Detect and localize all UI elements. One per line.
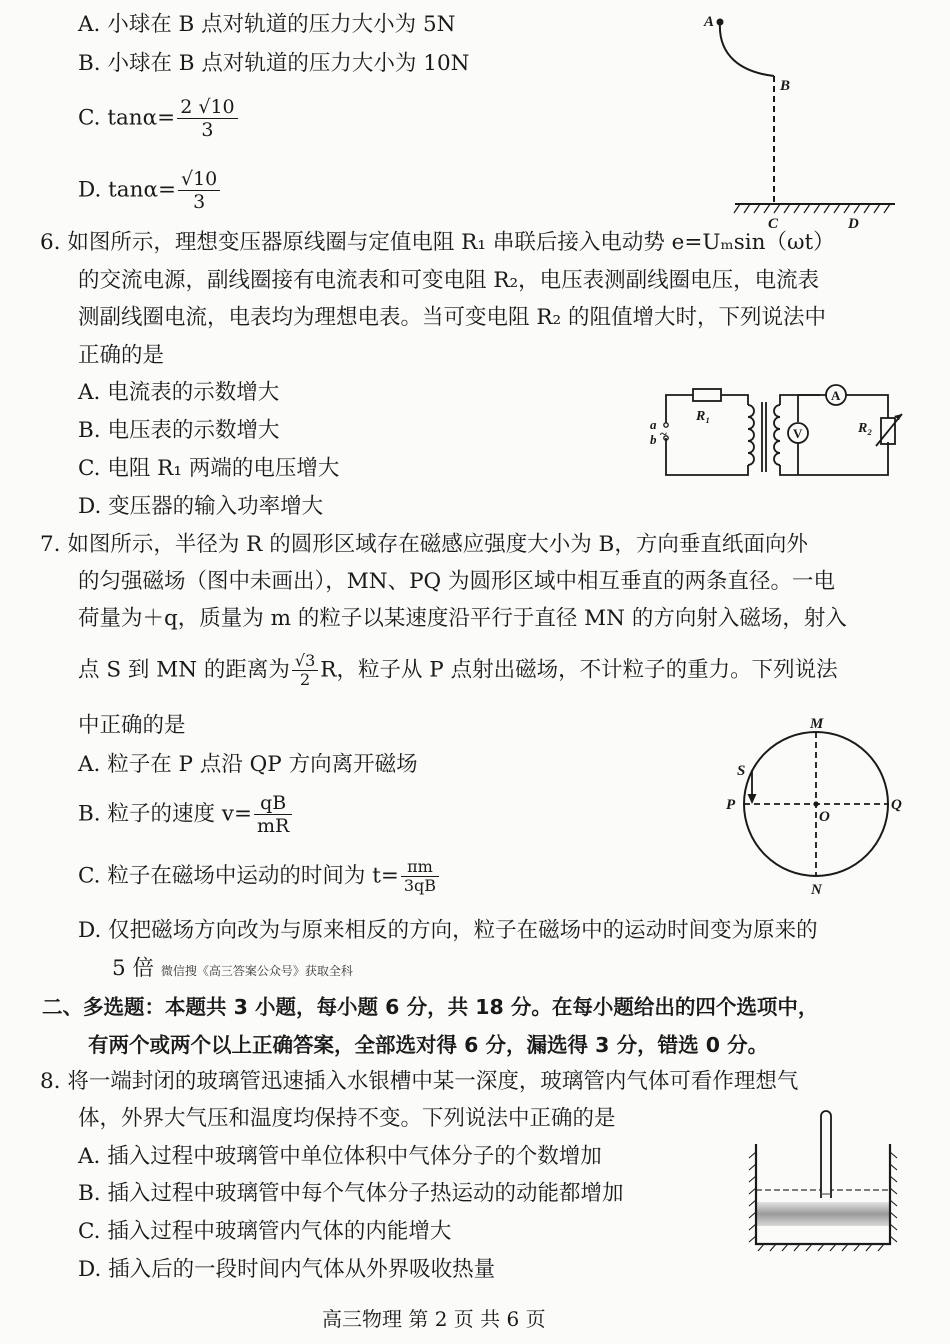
label-s: S — [737, 763, 746, 779]
q8-stem-line2: 体，外界大气压和温度均保持不变。下列说法中正确的是 — [78, 1106, 616, 1131]
q5-option-c: C. tanα= $\frac{2 √10}{3}$ — [78, 96, 240, 141]
q5-option-a: A. 小球在 B 点对轨道的压力大小为 5N — [78, 12, 456, 37]
secondary-coil — [774, 405, 780, 465]
q7-stem-line4: 点 S 到 MN 的距离为 $\frac{√3}{2}$ R，粒子从 P 点射出磁场，不计粒子的重力。下列说法 — [78, 651, 838, 689]
label-m: M — [810, 716, 824, 732]
glass-tube — [821, 1111, 831, 1198]
q7-option-d-line1: D. 仅把磁场方向改为与原来相反的方向，粒子在磁场中的运动时间变为原来的 — [78, 918, 818, 943]
q8-option-b: B. 插入过程中玻璃管中每个气体分子热运动的动能都增加 — [78, 1181, 624, 1206]
q8-trough-figure — [740, 1104, 905, 1254]
q6-option-b: B. 电压表的示数增大 — [78, 418, 280, 443]
q7-stem-line1: 7. 如图所示，半径为 R 的圆形区域存在磁感应强度大小为 B，方向垂直纸面向外 — [40, 532, 808, 557]
arc-track — [720, 22, 774, 76]
watermark-note: 微信搜《高三答案公众号》获取全科 — [160, 964, 353, 978]
q6-stem-line1: 6. 如图所示，理想变压器原线圈与定值电阻 R₁ 串联后接入电动势 e=Uₘsin（ωt） — [40, 230, 835, 255]
section-heading-line1: 二、多选题：本题共 3 小题，每小题 6 分，共 18 分。在每小题给出的四个选项中， — [42, 995, 819, 1019]
label-d: D — [848, 216, 859, 232]
label-o: O — [819, 809, 830, 825]
terminal-b: b — [650, 432, 657, 447]
q5-option-d: D. tanα= $\frac{√10}{3}$ — [78, 168, 222, 213]
q6-option-a: A. 电流表的示数增大 — [78, 380, 280, 405]
page-footer: 高三物理 第 2 页 共 6 页 — [322, 1307, 546, 1331]
q5-track-figure — [700, 10, 910, 235]
resistor-r1 — [693, 389, 721, 401]
q8-option-c: C. 插入过程中玻璃管内气体的内能增大 — [78, 1219, 452, 1244]
q6-circuit-figure — [648, 380, 918, 480]
q8-option-d: D. 插入后的一段时间内气体从外界吸收热量 — [78, 1257, 496, 1282]
label-r2: R₂ — [858, 421, 873, 436]
label-a: A — [704, 14, 715, 30]
q8-option-a: A. 插入过程中玻璃管中单位体积中气体分子的个数增加 — [78, 1144, 602, 1169]
q6-option-c: C. 电阻 R₁ 两端的电压增大 — [78, 456, 340, 481]
label-r1: R₁ — [696, 409, 711, 424]
q6-option-d: D. 变压器的输入功率增大 — [78, 494, 324, 519]
q6-stem-line2: 的交流电源，副线圈接有电流表和可变电阻 R₂，电压表测副线圈电压，电流表 — [78, 268, 820, 293]
label-c: C — [768, 216, 779, 232]
voltmeter-label: V — [793, 426, 803, 441]
q7-option-b: B. 粒子的速度 v= $\frac{qB}{mR}$ — [78, 792, 294, 837]
q7-field-figure — [720, 712, 910, 897]
label-q: Q — [891, 797, 902, 813]
section-heading-line2: 有两个或两个以上正确答案，全部选对得 6 分，漏选得 3 分，错选 0 分。 — [88, 1033, 769, 1057]
q8-stem-line1: 8. 将一端封闭的玻璃管迅速插入水银槽中某一深度，玻璃管内气体可看作理想气 — [40, 1069, 799, 1094]
label-b: B — [780, 78, 791, 94]
q7-option-d-line2: 5 倍 微信搜《高三答案公众号》获取全科 — [112, 956, 353, 981]
q6-stem-line4: 正确的是 — [78, 343, 165, 368]
q7-stem-line3: 荷量为＋q，质量为 m 的粒子以某速度沿平行于直径 MN 的方向射入磁场，射入 — [78, 606, 847, 631]
q7-option-a: A. 粒子在 P 点沿 QP 方向离开磁场 — [78, 752, 418, 777]
label-n: N — [811, 882, 822, 898]
q5-option-b: B. 小球在 B 点对轨道的压力大小为 10N — [78, 51, 470, 76]
ac-symbol: ~ — [660, 426, 667, 441]
q7-option-c: C. 粒子在磁场中运动的时间为 t= $\frac{\pi m}{3qB}$ — [78, 858, 441, 895]
q7-stem-line5: 中正确的是 — [78, 713, 186, 738]
label-p: P — [726, 797, 736, 813]
q6-stem-line3: 测副线圈电流，电表均为理想电表。当可变电阻 R₂ 的阻值增大时，下列说法中 — [78, 305, 826, 330]
ground-hatch — [734, 204, 890, 213]
mercury — [756, 1202, 890, 1226]
terminal-a: a — [650, 417, 657, 432]
primary-coil — [748, 405, 754, 465]
q7-stem-line2: 的匀强磁场（图中未画出），MN、PQ 为圆形区域中相互垂直的两条直径。一电 — [78, 569, 836, 594]
ammeter-label: A — [831, 388, 841, 403]
